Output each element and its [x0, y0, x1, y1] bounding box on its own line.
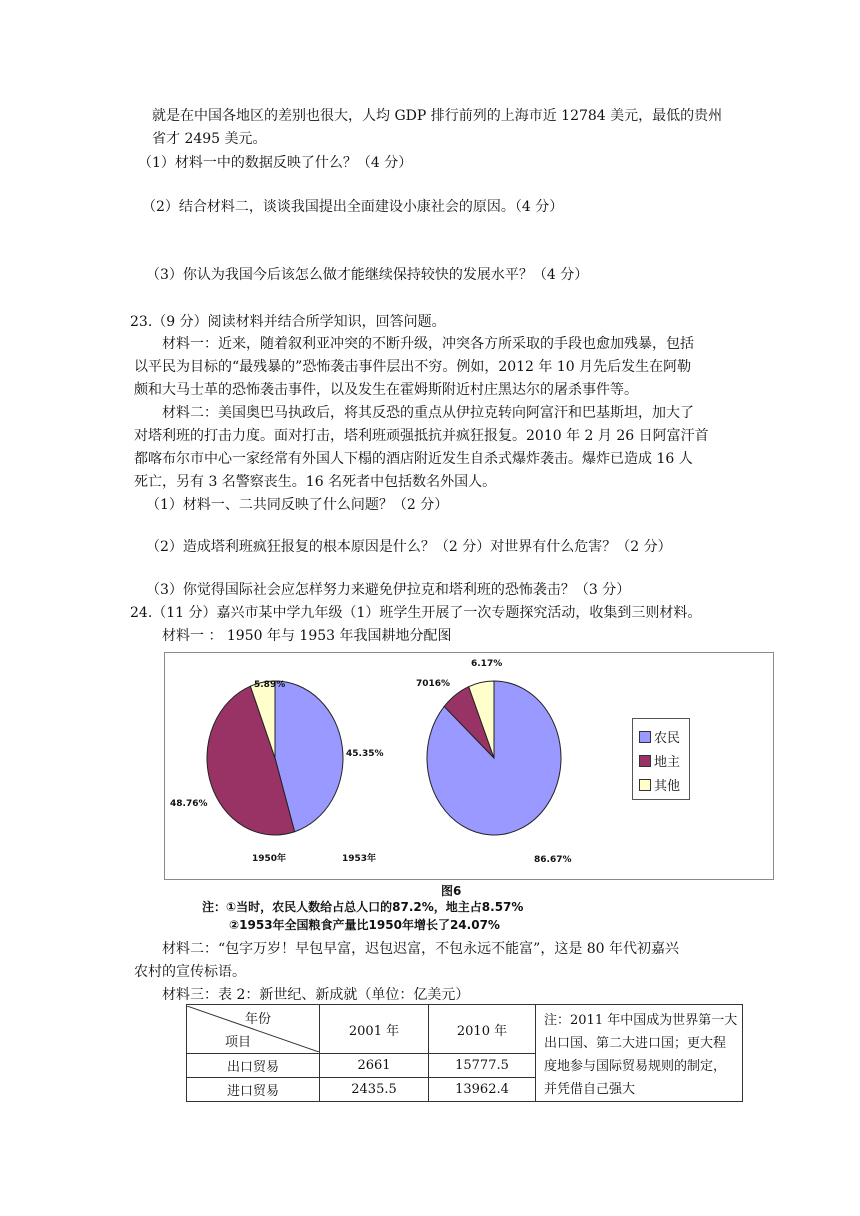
table-note: 注：2011 年中国成为世界第一大出口国、第二大进口国；更大程度地参与国际贸易规则的制定，并凭借自己强大: [536, 1005, 743, 1102]
q23-material2-line2: 对塔利班的打击力度。面对打击，塔利班顽强抵抗并疯狂报复。2010 年 2 月 26 日阿富汗首: [134, 428, 709, 444]
table-corner-year: 年份: [244, 1012, 271, 1027]
table-cell: 15777.5: [429, 1054, 536, 1078]
table-cell: 2661: [320, 1054, 429, 1078]
table-corner-item: 项目: [225, 1035, 252, 1050]
pie-1950-label-other: 5.89%: [254, 680, 286, 690]
pie-1950-label-farmers: 45.35%: [346, 749, 384, 759]
q23-question-1: （1）材料一、二共同反映了什么问题？（2 分）: [146, 497, 449, 513]
para-line-1: 就是在中国各地区的差别也很大，人均 GDP 排行前列的上海市近 12784 美元，最低的贵州: [152, 108, 723, 124]
table-cell: 13962.4: [429, 1078, 536, 1102]
q24-material1-caption: 材料一 ： 1950 年与 1953 年我国耕地分配图: [162, 628, 452, 644]
q23-material1-line1: 材料一：近来，随着叙利亚冲突的不断升级，冲突各方所采取的手段也愈加残暴，包括: [162, 336, 694, 352]
trade-table: [186, 1004, 743, 1102]
q23-material2-line4: 死亡，另有 3 名警察丧生。16 名死者中包括数名外国人。: [134, 474, 497, 490]
q22-question-1: （1）材料一中的数据反映了什么？（4 分）: [138, 155, 413, 171]
legend-item-landlords: [639, 751, 680, 770]
q23-material2-line3: 都喀布尔市中心一家经常有外国人下榻的酒店附近发生自杀式爆炸袭击。爆炸已造成 16 人: [134, 451, 693, 467]
q23-header: 23.（9 分）阅读材料并结合所学知识，回答问题。: [130, 314, 446, 330]
para-line-2: 省才 2495 美元。: [152, 131, 267, 147]
q24-header: 24.（11 分）嘉兴市某中学九年级（1）班学生开展了一次专题探究活动，收集到三则材料。: [130, 605, 702, 621]
q23-material1-line3: 颇和大马士革的恐怖袭击事件，以及发生在霍姆斯附近村庄黑达尔的屠杀事件等。: [134, 382, 638, 398]
pie-1953-label-other: 6.17%: [471, 659, 503, 669]
legend-label-other: 其他: [654, 779, 681, 794]
legend-swatch-landlords: [639, 755, 651, 767]
pie-1950: [207, 681, 343, 835]
q23-question-2: （2）造成塔利班疯狂报复的根本原因是什么？（2 分）对世界有什么危害？（2 分）: [146, 539, 672, 555]
q24-material3-caption: 材料三：表 2：新世纪、新成就（单位：亿美元）: [162, 987, 470, 1003]
legend-label-landlords: 地主: [654, 755, 681, 770]
table-row-label: 进口贸易: [187, 1078, 320, 1102]
q23-material1-line2: 以平民为目标的“最残暴的”恐怖袭击事件层出不穷。例如，2012 年 10 月先后发生在阿勒: [134, 359, 692, 375]
pie-1950-year-label: 1950年: [252, 854, 287, 864]
legend-item-farmers: [639, 727, 680, 746]
q22-question-3: （3）你认为我国今后该怎么做才能继续保持较快的发展水平？（4 分）: [146, 267, 589, 283]
q23-material2-line1: 材料二：美国奥巴马执政后，将其反恐的重点从伊拉克转向阿富汗和巴基斯坦，加大了: [162, 405, 694, 421]
table-header-2001: 2001 年: [320, 1005, 429, 1054]
chart-note-2: ②1953年全国粮食产量比1950年增长了24.07%: [229, 918, 500, 932]
pie-1953-label-landlords: 7016%: [416, 679, 451, 689]
pie-1953-year-label: 1953年: [342, 854, 377, 864]
q22-question-2: （2）结合材料二，谈谈我国提出全面建设小康社会的原因。（4 分）: [142, 199, 564, 215]
q24-material2-line1: 材料二：“包字万岁！早包早富，迟包迟富，不包永远不能富”，这是 80 年代初嘉兴: [162, 941, 680, 957]
table-cell: 2435.5: [320, 1078, 429, 1102]
legend-item-other: [639, 775, 680, 794]
chart-note-1: 注：①当时，农民人数给占总人口的87.2%，地主占8.57%: [202, 900, 524, 914]
pie-1953-label-farmers: 86.67%: [534, 855, 572, 865]
q23-question-3: （3）你觉得国际社会应怎样努力来避免伊拉克和塔利班的恐怖袭击？（3 分）: [146, 582, 631, 598]
land-distribution-chart: [164, 652, 774, 880]
legend-swatch-farmers: [639, 731, 651, 743]
table-header-2010: 2010 年: [429, 1005, 536, 1054]
figure-label: 图6: [441, 884, 462, 898]
chart-legend: [632, 718, 690, 800]
pie-1953: [427, 681, 561, 835]
table-corner-cell: [187, 1005, 320, 1054]
legend-swatch-other: [639, 779, 651, 791]
pie-1950-label-landlords: 48.76%: [170, 799, 208, 809]
legend-label-farmers: 农民: [654, 731, 681, 746]
table-row-label: 出口贸易: [187, 1054, 320, 1078]
q24-material2-line2: 农村的宣传标语。: [134, 964, 246, 980]
